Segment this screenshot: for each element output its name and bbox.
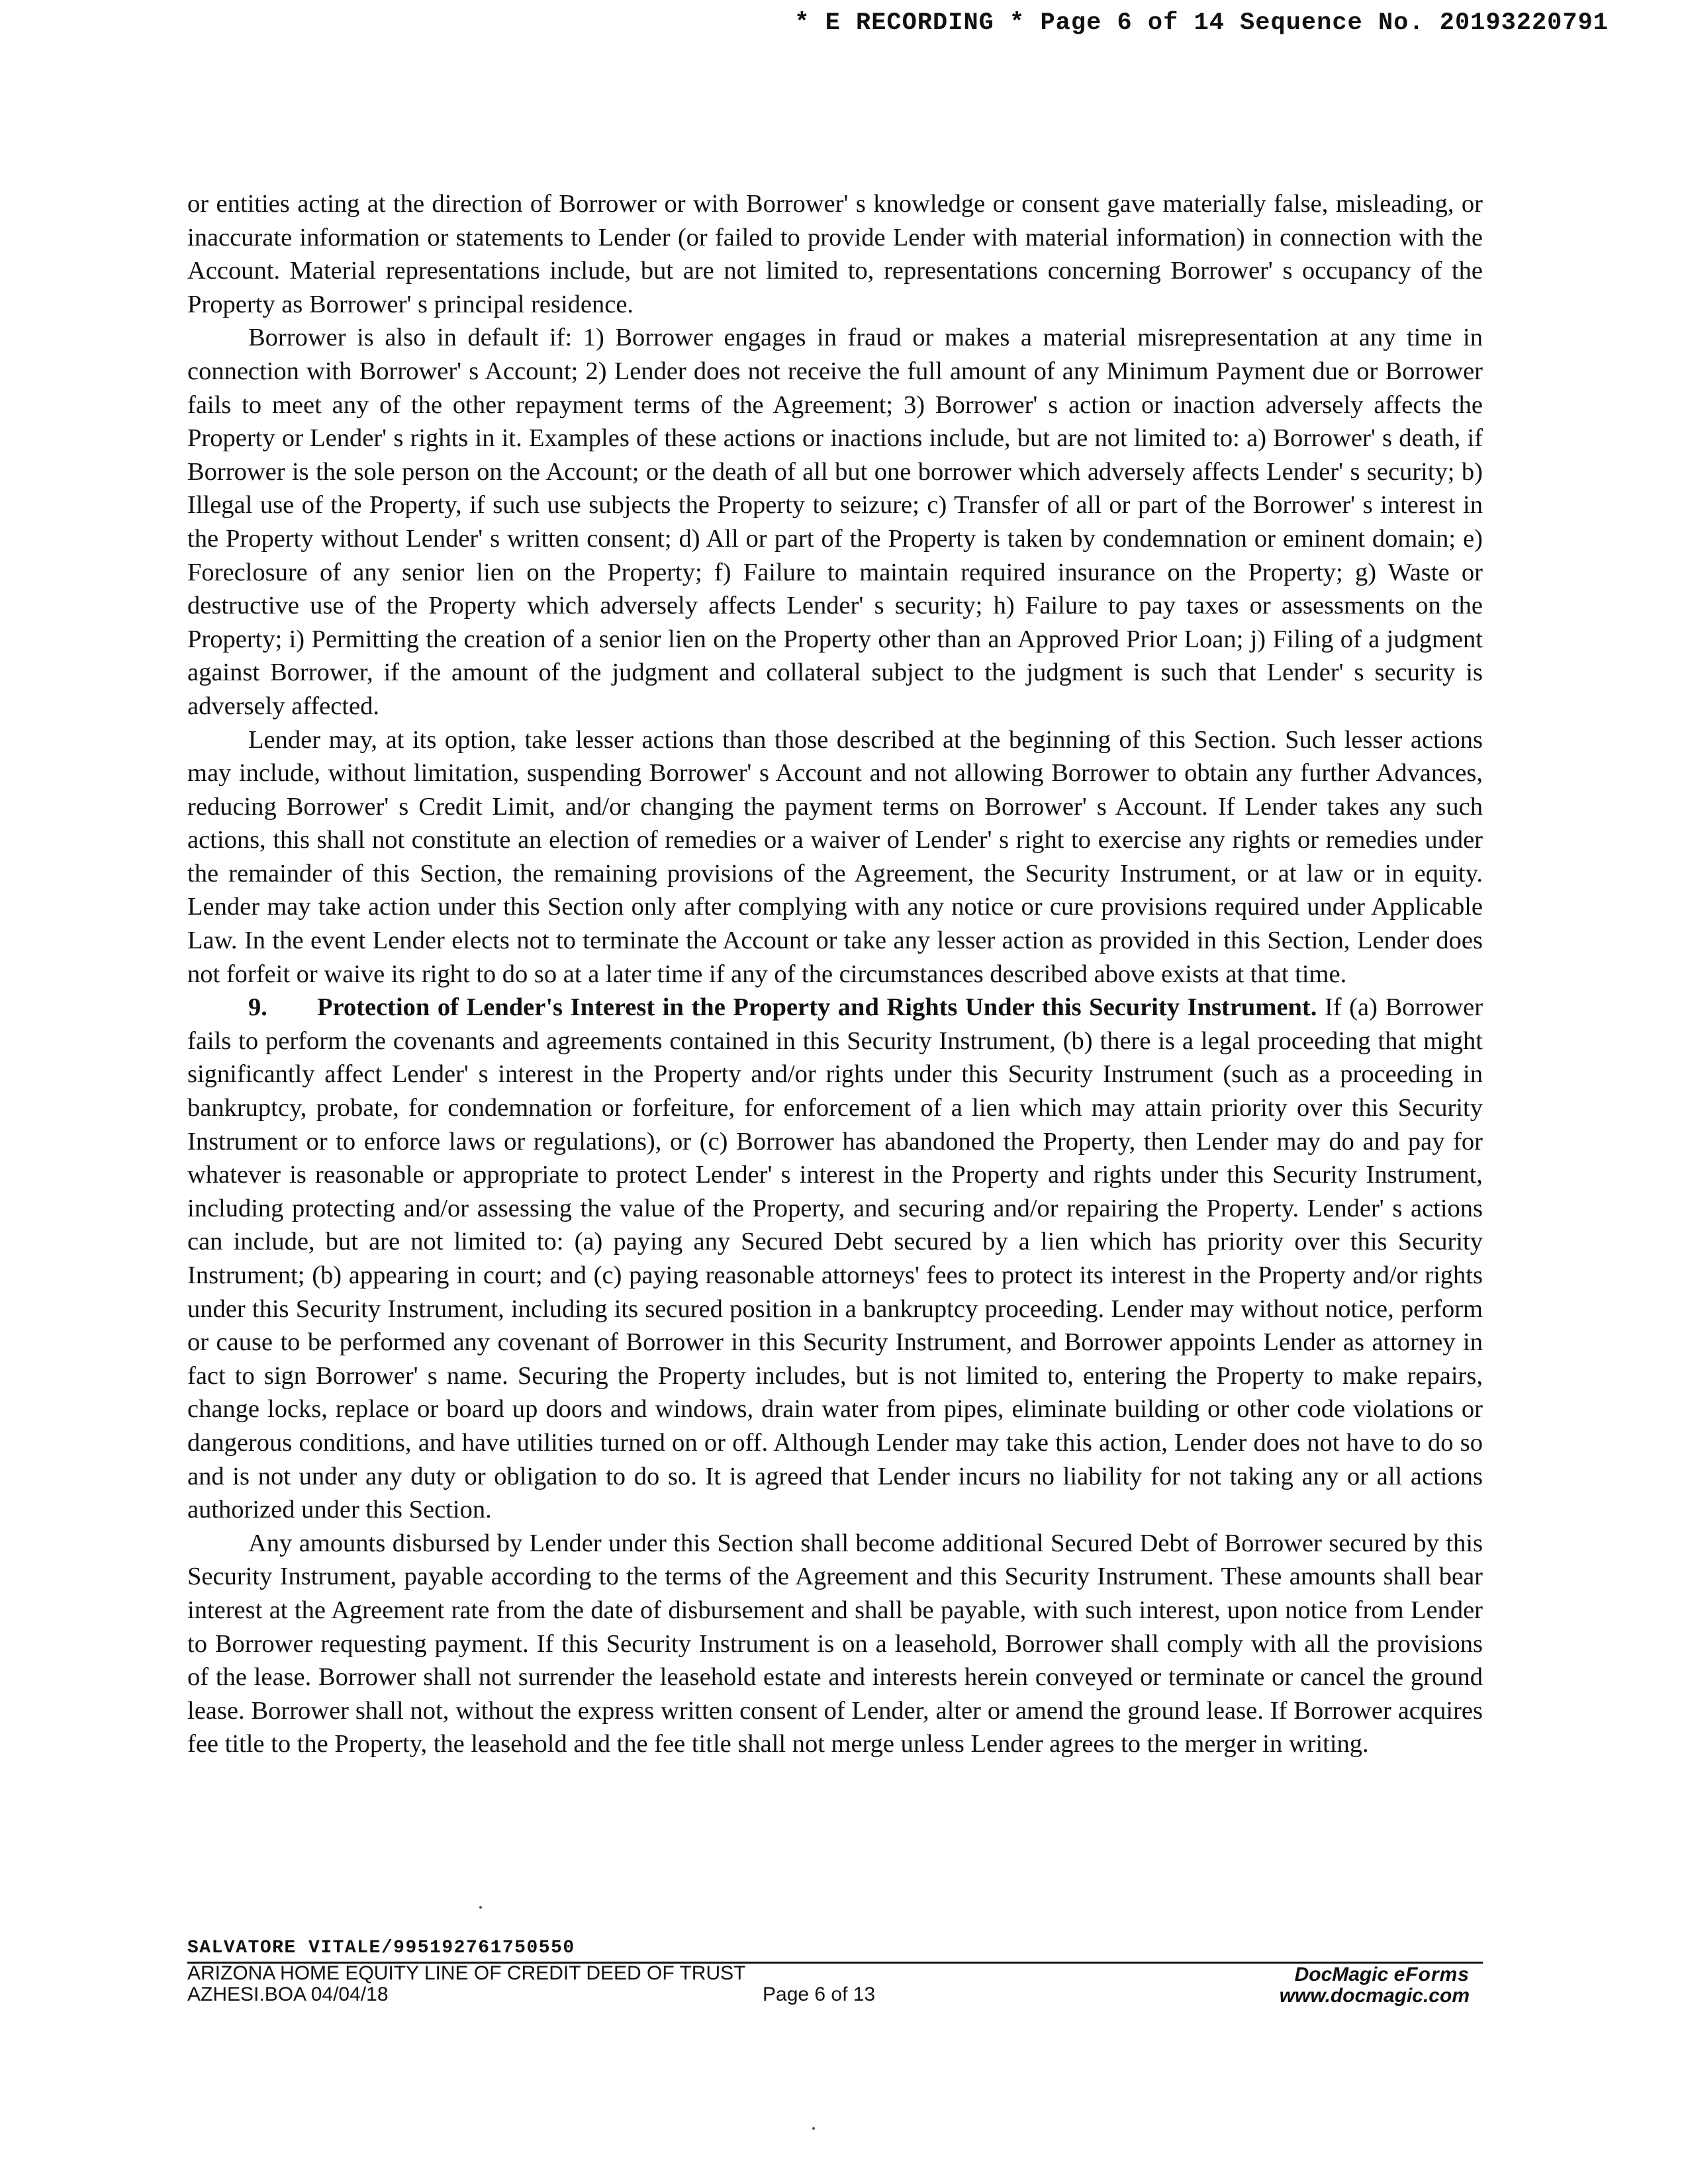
paragraph-default-conditions: Borrower is also in default if: 1) Borrower engages in fraud or makes a material misrepresentation at any time in connection with Borrower' s Account; 2) Lender does not receive the full amount of any Minimum Payment due or Borrower fails to meet any of the other repayment terms of the Agreement; 3) Borrower' s action or inaction adversely affects the Property or Lender' s rights in it. Examples of these actions or inactions include, but are not limited to: a) Borrower' s death, if Borrower is the sole person on the Account; or the death of all but one borrower which adversely affects Lender' s security; b) Illegal use of the Property, if such use subjects the Property to seizure; c) Transfer of all or part of the Borrower' s interest in the Property without Lender' s written consent; d) All or part of the Property is taken by condemnation or eminent domain; e) Foreclosure of any senior lien on the Property; f) Failure to maintain required insurance on the Property; g) Waste or destructive use of the Property which adversely affects Lender' s security; h) Failure to pay taxes or assessments on the Property; i) Permitting the creation of a senior lien on the Property other than an Approved Prior Loan; j) Filing of a judgment against Borrower, if the amount of the judgment and collateral subject to the judgment is such that Lender' s security is adversely affected. bbox=[187, 324, 1483, 720]
scan-speck bbox=[812, 2127, 815, 2130]
paragraph-continuation: or entities acting at the direction of Borrower or with Borrower' s knowledge or consent gave materially false, misleading, or inaccurate information or statements to Lender (or failed to provide Lender with material information) in connection with the Account. Material representations include, but are not limited to, representations concerning Borrower' s occupancy of the Property as Borrower' s principal residence. bbox=[187, 190, 1483, 318]
docmagic-logo bbox=[1280, 1964, 1470, 2007]
paragraph-lesser-actions: Lender may, at its option, take lesser actions than those described at the beginning of this Section. Such lesser actions may include, without limitation, suspending Borrower' s Account and not allowing Borrower to obtain any further Advances, reducing Borrower' s Credit Limit, and/or changing the payment terms on Borrower' s Account. If Lender takes any such actions, this shall not constitute an election of remedies or a waiver of Lender' s right to exercise any rights or remedies under the remainder of this Section, the remaining provisions of the Agreement, the Security Instrument, or at law or in equity. Lender may take action under this Section only after complying with any notice or cure provisions required under Applicable Law. In the event Lender elects not to terminate the Account or take any lesser action as provided in this Section, Lender does not forfeit or waive its right to do so at a later time if any of the circumstances described above exists at that time. bbox=[187, 725, 1483, 988]
footer-form-info bbox=[187, 1963, 745, 2005]
borrower-loan-id: SALVATORE VITALE/995192761750550 bbox=[187, 1938, 575, 1958]
recording-stamp: * E RECORDING * Page 6 of 14 Sequence No. 20193220791 bbox=[794, 9, 1609, 37]
section-9-text: If (a) Borrower fails to perform the covenants and agreements contained in this Security Instrument, (b) there is a legal proceeding that might significantly affect Lender' s interest in the Property and/or rights under this Security Instrument (such as a proceeding in bankruptcy, probate, for condemnation or forfeiture, for enforcement of a lien which may attain priority over this Security Instrument or to enforce laws or regulations), or (c) Borrower has abandoned the Property, then Lender may do and pay for whatever is reasonable or appropriate to protect Lender' s interest in the Property and rights under this Security Instrument, including protecting and/or assessing the value of the Property, and securing and/or repairing the Property. Lender' s actions can include, but are not limited to: (a) paying any Secured Debt secured by a lien which has priority over this Security Instrument; (b) appearing in court; and (c) paying reasonable attorneys' fees to protect its interest in the Property and/or rights under this Security Instrument, including its secured position in a bankruptcy proceeding. Lender may without notice, perform or cause to be performed any covenant of Borrower in this Security Instrument, and Borrower appoints Lender as attorney in fact to sign Borrower' s name. Securing the Property includes, but is not limited to, entering the Property to make repairs, change locks, replace or board up doors and windows, drain water from pipes, eliminate building or other code violations or dangerous conditions, and have utilities turned on or off. Although Lender may take this action, Lender does not have to do so and is not under any duty or obligation to do so. It is agreed that Lender incurs no liability for not taking any or all actions authorized under this Section. bbox=[187, 993, 1483, 1524]
paragraph-disbursed-amounts: Any amounts disbursed by Lender under this Section shall become additional Secured Debt of Borrower secured by this Security Instrument, payable according to the terms of the Agreement and this Security Instrument. These amounts shall bear interest at the Agreement rate from the date of disbursement and shall be payable, with such interest, upon notice from Lender to Borrower requesting payment. If this Security Instrument is on a leasehold, Borrower shall comply with all the provisions of the lease. Borrower shall not surrender the leasehold estate and interests herein conveyed or terminate or cancel the ground lease. Borrower shall not, without the express written consent of Lender, alter or amend the ground lease. If Borrower acquires fee title to the Property, the leasehold and the fee title shall not merge unless Lender agrees to the merger in writing. bbox=[187, 1529, 1483, 1758]
form-title: ARIZONA HOME EQUITY LINE OF CREDIT DEED OF TRUST bbox=[187, 1962, 746, 1984]
form-code: AZHESI.BOA 04/04/18 bbox=[187, 1983, 389, 2005]
document-body bbox=[187, 187, 1483, 1761]
brand-eforms-logo: eForms bbox=[1393, 1964, 1470, 1985]
section-9-number: 9. bbox=[248, 993, 267, 1022]
page-number: Page 6 of 13 bbox=[763, 1983, 876, 2005]
section-9-title: Protection of Lender's Interest in the Property and Rights Under this Security Instrument. bbox=[317, 993, 1317, 1022]
section-9-paragraph bbox=[187, 991, 1483, 1527]
scan-speck bbox=[479, 1906, 482, 1909]
brand-name: DocMagic bbox=[1294, 1964, 1389, 1985]
brand-url: www.docmagic.com bbox=[1279, 1985, 1470, 2007]
